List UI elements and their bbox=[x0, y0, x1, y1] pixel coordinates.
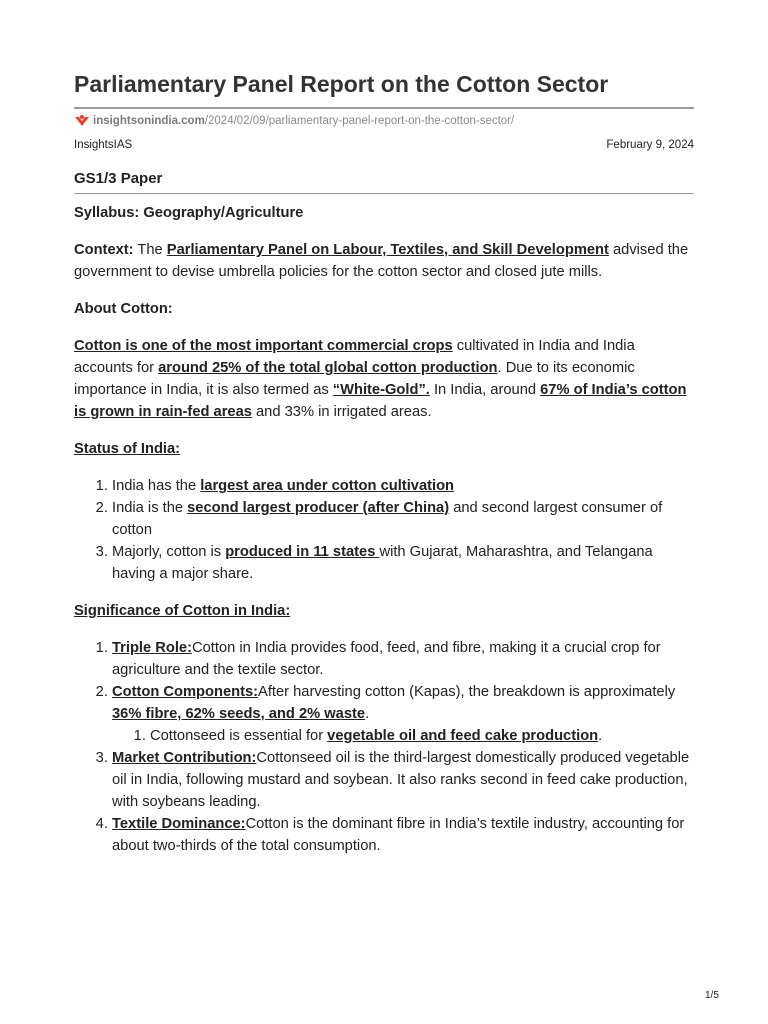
title-divider bbox=[74, 107, 694, 109]
context-label: Context: bbox=[74, 242, 134, 258]
page-title: Parliamentary Panel Report on the Cotton Sector bbox=[74, 71, 609, 97]
about-link-3[interactable]: “White-Gold”. bbox=[332, 382, 430, 398]
syllabus: Syllabus: Geography/Agriculture bbox=[74, 205, 304, 221]
significance-link-2[interactable]: Cotton Components: bbox=[112, 684, 259, 700]
paper-label: GS1/3 Paper bbox=[74, 170, 163, 187]
status-link-3[interactable]: produced in 11 states bbox=[225, 544, 380, 560]
context-paragraph: Context: The Parliamentary Panel on Labour, Textiles, and Skill Development advised the government to devise umbrella policies for the cotton sector and closed jute mills. bbox=[74, 242, 689, 280]
section-divider bbox=[74, 193, 694, 194]
significance-sub-link[interactable]: vegetable oil and feed cake production bbox=[327, 728, 599, 744]
about-link-4[interactable]: 67% of India’s cotton is grown in rain-fed areas bbox=[74, 382, 687, 420]
list-item: 1. India has the largest area under cotton cultivation bbox=[112, 475, 694, 497]
status-list bbox=[74, 475, 694, 585]
significance-link-2b[interactable]: 36% fibre, 62% seeds, and 2% waste bbox=[112, 706, 366, 722]
list-item: 4. Textile Dominance:Cotton is the dominant fibre in India’s textile industry, accounting for about two-thirds of the total consumption. bbox=[112, 813, 694, 857]
list-item: 2. India is the second largest producer (after China) and second largest consumer of cotton bbox=[112, 497, 694, 541]
significance-link-4[interactable]: Textile Dominance: bbox=[112, 816, 246, 832]
sub-list bbox=[112, 725, 694, 747]
significance-list bbox=[74, 637, 694, 857]
about-link-2[interactable]: around 25% of the total global cotton production bbox=[158, 360, 498, 376]
significance-heading: Significance of Cotton in India: bbox=[74, 603, 291, 619]
list-item: 1. Triple Role:Cotton in India provides food, feed, and fibre, making it a crucial crop for agriculture and the textile sector. bbox=[112, 637, 694, 681]
author: InsightsIAS bbox=[74, 139, 133, 151]
about-heading: About Cotton: bbox=[74, 301, 173, 317]
status-link-2[interactable]: second largest producer (after China) bbox=[187, 500, 450, 516]
significance-link-3[interactable]: Market Contribution: bbox=[112, 750, 257, 766]
sub-list-item: 1. Cottonseed is essential for vegetable oil and feed cake production. bbox=[150, 725, 694, 747]
about-link-1[interactable]: Cotton is one of the most important commercial crops bbox=[74, 338, 453, 354]
significance-link-1[interactable]: Triple Role: bbox=[112, 640, 192, 656]
status-heading: Status of India: bbox=[74, 441, 181, 457]
list-item: 2. Cotton Components:After harvesting cotton (Kapas), the breakdown is approximately 36% fibre, 62% seeds, and 2% waste. 1. Cottonseed is essential for vegetable oil and feed cake production. bbox=[112, 681, 694, 747]
source-line bbox=[74, 114, 514, 127]
publish-date: February 9, 2024 bbox=[606, 139, 694, 151]
about-paragraph: Cotton is one of the most important commercial crops cultivated in India and India accounts for around 25% of the total global cotton production. Due to its economic importance in India, it is also termed as “White-Gold”. In India, around 67% of India’s cotton is grown in rain-fed areas and 33% in irrigated areas. bbox=[74, 338, 687, 420]
context-link[interactable]: Parliamentary Panel on Labour, Textiles, and Skill Development bbox=[166, 242, 609, 258]
status-link-1[interactable]: largest area under cotton cultivation bbox=[200, 478, 455, 494]
source-path: /2024/02/09/parliamentary-panel-report-on-the-cotton-sector/ bbox=[204, 114, 515, 127]
page-number: 1/5 bbox=[705, 990, 719, 1001]
list-item: 3. Majorly, cotton is produced in 11 states with Gujarat, Maharashtra, and Telangana having a major share. bbox=[112, 541, 694, 585]
source-link[interactable]: insightsonindia.com bbox=[93, 114, 205, 127]
list-item: 3. Market Contribution:Cottonseed oil is the third-largest domestically produced vegetable oil in India, following mustard and soybean. It also ranks second in feed cake production, with soybeans leading. bbox=[112, 747, 694, 813]
article-body bbox=[74, 202, 694, 872]
insights-logo-icon bbox=[74, 114, 90, 127]
meta-row bbox=[74, 139, 694, 151]
